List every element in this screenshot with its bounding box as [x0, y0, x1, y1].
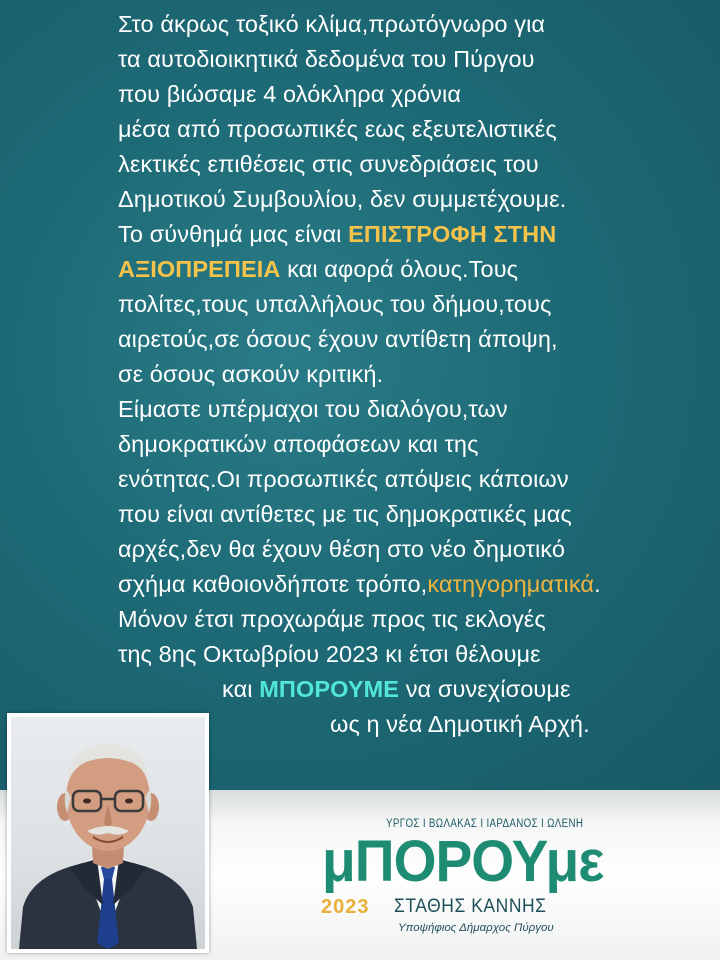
text-line	[118, 568, 601, 600]
slogan-highlight: ΑΞΙΟΠΡΕΠΕΙΑ	[118, 256, 281, 282]
text-line: Μόνον έτσι προχωράμε προς τις εκλογές	[118, 606, 546, 632]
text-line: αρχές,δεν θα έχουν θέση στο νέο δημοτικό	[118, 536, 566, 562]
text-line: δημοκρατικών αποφάσεων και της	[118, 431, 479, 457]
text-line: που βιώσαμε 4 ολόκληρα χρόνια	[118, 81, 462, 107]
candidate-photo-frame	[7, 713, 209, 953]
text-line: Είμαστε υπέρμαχοι του διαλόγου,των	[118, 396, 508, 422]
logo-towns: ΥΡΓΟΣ Ι ΒΩΛΑΚΑΣ Ι ΙΑΡΔΑΝΟΣ Ι ΩΛΕΝΗ	[386, 818, 584, 830]
text-segment: και αφορά όλους.Τους	[280, 256, 519, 282]
candidate-photo	[11, 717, 205, 949]
text-line: σε όσους ασκούν κριτική.	[118, 361, 384, 387]
text-line: μέσα από προσωπικές εως εξευτελιστικές	[118, 116, 557, 142]
text-line: Στο άκρως τοξικό κλίμα,πρωτόγνωρο για	[118, 11, 546, 37]
text-segment: και	[222, 676, 260, 702]
text-segment: σχήμα καθοιονδήποτε τρόπο,	[118, 571, 428, 597]
logo-brand: μΠΟΡΟΥμε	[322, 829, 604, 894]
text-segment: Το σύνθημά μας είναι	[118, 221, 349, 247]
candidate-role: Υποψήφιος Δήμαρχος Πύργου	[398, 922, 554, 934]
text-segment: .	[594, 571, 601, 597]
text-line	[222, 673, 571, 705]
logo-year: 2023	[321, 896, 370, 918]
text-line: που είναι αντίθετες με τις δημοκρατικές μας	[118, 501, 572, 527]
text-line: ως η νέα Δημοτική Αρχή.	[330, 711, 590, 737]
portrait-illustration	[11, 717, 205, 949]
candidate-name: ΣΤΑΘΗΣ ΚΑΝΝΗΣ	[394, 896, 547, 917]
text-line: πολίτες,τους υπαλλήλους του δήμου,τους	[118, 291, 552, 317]
slogan-highlight: ΕΠΙΣΤΡΟΦΗ ΣΤΗΝ	[348, 221, 557, 247]
text-line: αιρετούς,σε όσους έχουν αντίθετη άποψη,	[118, 326, 558, 352]
statement-text	[0, 8, 720, 788]
text-line	[118, 253, 518, 285]
brand-highlight: ΜΠΟΡΟΥΜΕ	[259, 676, 400, 702]
text-line: Δημοτικού Συμβουλίου, δεν συμμετέχουμε.	[118, 186, 567, 212]
text-segment: να συνεχίσουμε	[399, 676, 571, 702]
text-line: λεκτικές επιθέσεις στις συνεδριάσεις του	[118, 151, 539, 177]
text-line	[118, 218, 556, 250]
campaign-logo	[318, 818, 604, 958]
text-line: της 8ης Οκτωβρίου 2023 κι έτσι θέλουμε	[118, 641, 541, 667]
emphasis-highlight: κατηγορηματικά	[427, 571, 595, 597]
text-line: τα αυτοδιοικητικά δεδομένα του Πύργου	[118, 46, 535, 72]
text-line: ενότητας.Οι προσωπικές απόψεις κάποιων	[118, 466, 569, 492]
